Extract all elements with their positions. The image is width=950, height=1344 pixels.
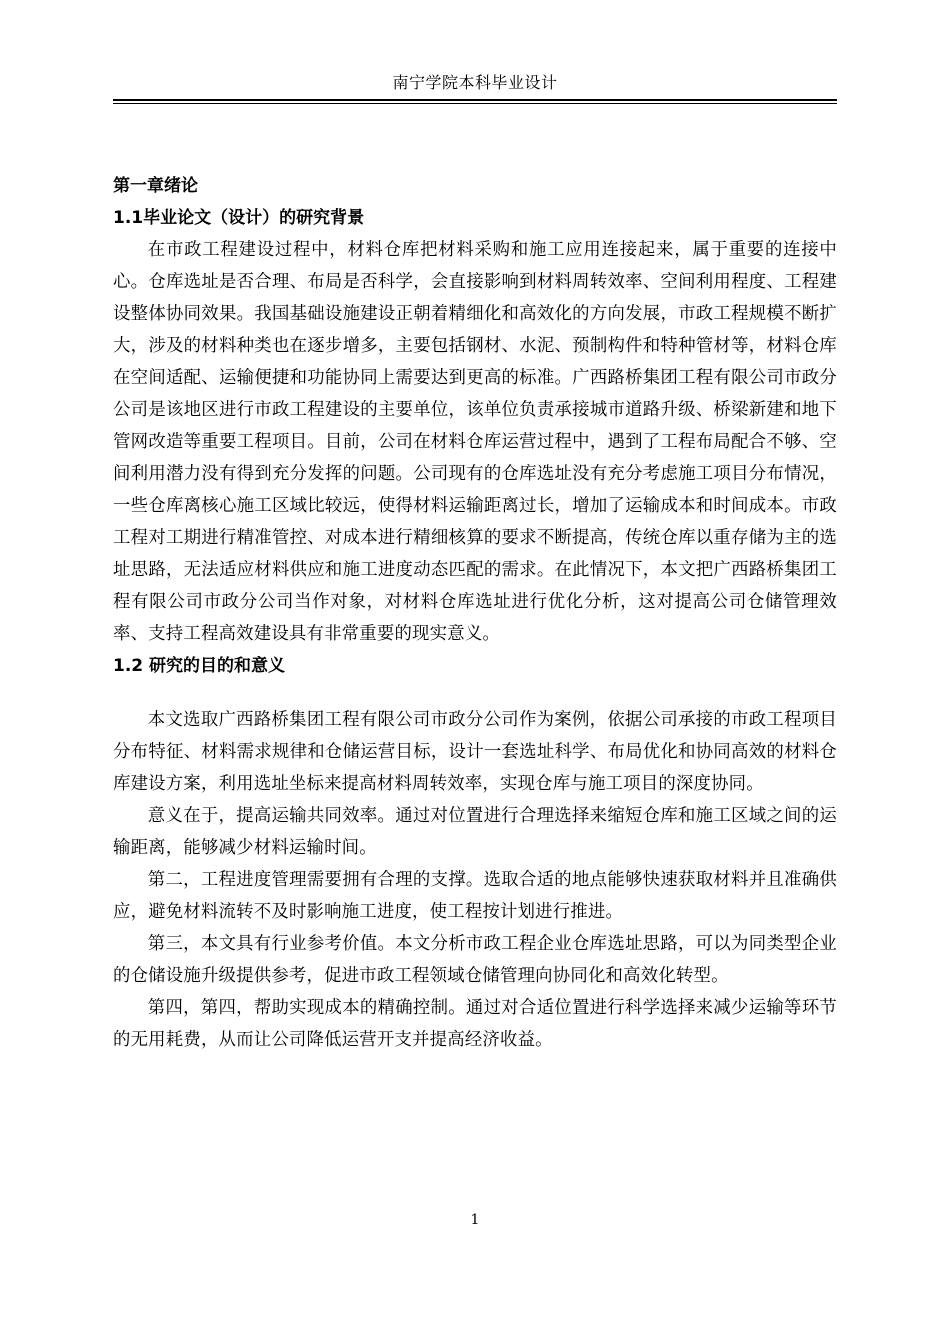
header-rule bbox=[113, 99, 837, 101]
paragraph: 第二，工程进度管理需要拥有合理的支撑。选取合适的地点能够快速获取材料并且准确供应，避免材料流转不及时影响施工进度，使工程按计划进行推进。 bbox=[113, 870, 837, 922]
header-rule-thin bbox=[113, 103, 837, 104]
paragraph: 本文选取广西路桥集团工程有限公司市政分公司作为案例，依据公司承接的市政工程项目分布特征、材料需求规律和仓储运营目标，设计一套选址科学、布局优化和协同高效的材料仓库建设方案，利用选址坐标来提高材料周转效率，实现仓库与施工项目的深度协同。 bbox=[113, 710, 837, 794]
running-header: 南宁学院本科毕业设计 bbox=[392, 73, 558, 92]
section-title-1-1: 1.1毕业论文（设计）的研究背景 bbox=[113, 208, 365, 228]
paragraph: 意义在于，提高运输共同效率。通过对位置进行合理选择来缩短仓库和施工区域之间的运输距离，能够减少材料运输时间。 bbox=[113, 806, 837, 858]
paragraph: 第三，本文具有行业参考价值。本文分析市政工程企业仓库选址思路，可以为同类型企业的仓储设施升级提供参考，促进市政工程领域仓储管理向协同化和高效化转型。 bbox=[113, 934, 837, 986]
section-title-1-2: 1.2 研究的目的和意义 bbox=[113, 656, 286, 676]
document-body bbox=[113, 170, 837, 1056]
paragraph: 第四，第四，帮助实现成本的精确控制。通过对合适位置进行科学选择来减少运输等环节的无用耗费，从而让公司降低运营开支并提高经济收益。 bbox=[113, 998, 837, 1050]
page-number: 1 bbox=[470, 1212, 480, 1228]
chapter-title: 第一章绪论 bbox=[113, 176, 198, 196]
paragraph: 在市政工程建设过程中，材料仓库把材料采购和施工应用连接起来，属于重要的连接中心。仓库选址是否合理、布局是否科学，会直接影响到材料周转效率、空间利用程度、工程建设整体协同效果。我国基础设施建设正朝着精细化和高效化的方向发展，市政工程规模不断扩大，涉及的材料种类也在逐步增多，主要包括钢材、水泥、预制构件和特种管材等，材料仓库在空间适配、运输便捷和功能协同上需要达到更高的标准。广西路桥集团工程有限公司市政分公司是该地区进行市政工程建设的主要单位，该单位负责承接城市道路升级、桥梁新建和地下管网改造等重要工程项目。目前，公司在材料仓库运营过程中，遇到了工程布局配合不够、空间利用潜力没有得到充分发挥的问题。公司现有的仓库选址没有充分考虑施工项目分布情况，一些仓库离核心施工区域比较远，使得材料运输距离过长，增加了运输成本和时间成本。市政工程对工期进行精准管控、对成本进行精细核算的要求不断提高，传统仓库以重存储为主的选址思路，无法适应材料供应和施工进度动态匹配的需求。在此情况下，本文把广西路桥集团工程有限公司市政分公司当作对象，对材料仓库选址进行优化分析，这对提高公司仓储管理效率、支持工程高效建设具有非常重要的现实意义。 bbox=[113, 240, 837, 644]
